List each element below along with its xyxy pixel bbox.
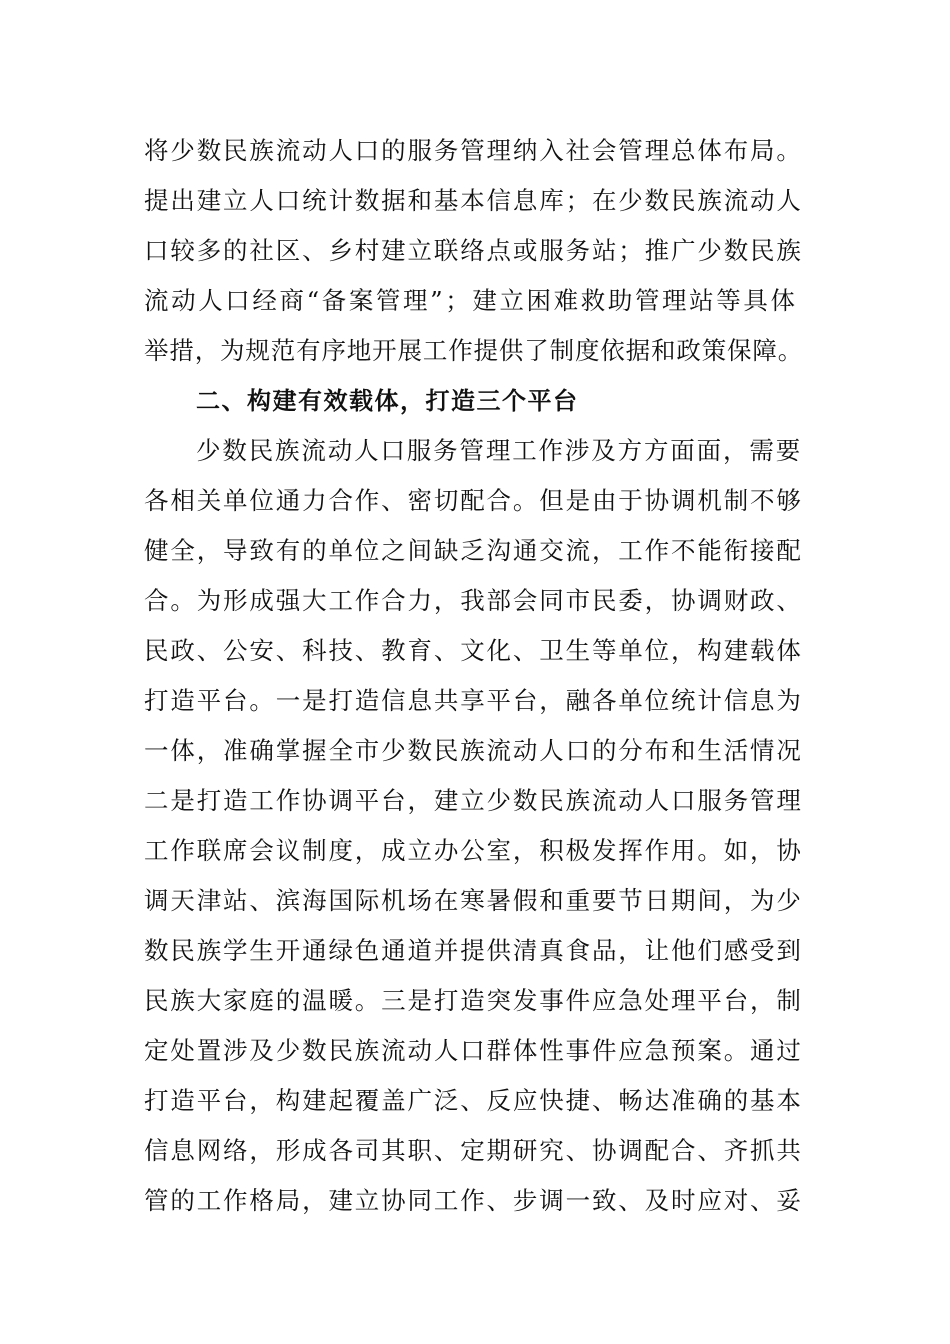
- paragraph-line: 工作联席会议制度，成立办公室，积极发挥作用。如，协: [144, 836, 803, 865]
- paragraph-line: 民政、公安、科技、教育、文化、卫生等单位，构建载体: [144, 636, 803, 665]
- paragraph-line: 数民族学生开通绿色通道并提供清真食品，让他们感受到: [144, 936, 803, 965]
- paragraph-line: 流动人口经商“备案管理”；建立困难救助管理站等具体: [144, 286, 798, 315]
- section-heading: 二、构建有效载体，打造三个平台: [196, 387, 579, 415]
- paragraph-line: 口较多的社区、乡村建立联络点或服务站；推广少数民族: [144, 236, 803, 265]
- paragraph-line: 信息网络，形成各司其职、定期研究、协调配合、齐抓共: [144, 1136, 803, 1165]
- paragraph-line: 一体，准确掌握全市少数民族流动人口的分布和生活情况: [144, 736, 803, 765]
- paragraph-line: 管的工作格局，建立协同工作、步调一致、及时应对、妥: [144, 1186, 803, 1215]
- paragraph-line: 提出建立人口统计数据和基本信息库；在少数民族流动人: [144, 186, 803, 215]
- paragraph-line: 合。为形成强大工作合力，我部会同市民委，协调财政、: [144, 586, 803, 615]
- paragraph-line: 打造平台，构建起覆盖广泛、反应快捷、畅达准确的基本: [144, 1086, 803, 1115]
- paragraph-line: 将少数民族流动人口的服务管理纳入社会管理总体布局。: [144, 136, 803, 165]
- paragraph-line: 民族大家庭的温暖。三是打造突发事件应急处理平台，制: [144, 986, 803, 1015]
- paragraph-line: 少数民族流动人口服务管理工作涉及方方面面，需要: [196, 436, 803, 465]
- paragraph-line: 定处置涉及少数民族流动人口群体性事件应急预案。通过: [144, 1036, 803, 1065]
- paragraph-line: 健全，导致有的单位之间缺乏沟通交流，工作不能衔接配: [144, 536, 803, 565]
- paragraph-line: 调天津站、滨海国际机场在寒暑假和重要节日期间，为少: [144, 886, 803, 915]
- paragraph-line: 二是打造工作协调平台，建立少数民族流动人口服务管理: [144, 786, 803, 815]
- paragraph-line: 打造平台。一是打造信息共享平台，融各单位统计信息为: [144, 686, 803, 715]
- paragraph-line: 举措，为规范有序地开展工作提供了制度依据和政策保障。: [144, 336, 804, 365]
- paragraph-line: 各相关单位通力合作、密切配合。但是由于协调机制不够: [144, 486, 803, 515]
